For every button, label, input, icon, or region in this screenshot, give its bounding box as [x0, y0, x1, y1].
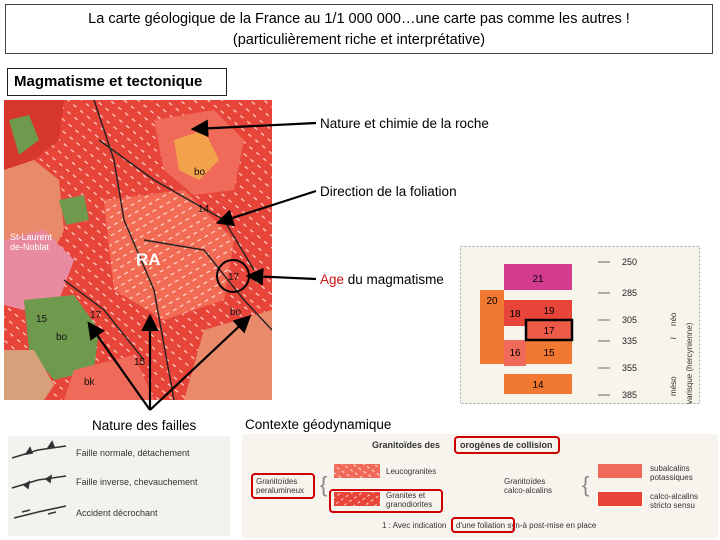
arrow-faille-3	[150, 318, 248, 410]
age-legend-svg	[460, 246, 700, 404]
callout-age-rest: du magmatisme	[344, 272, 444, 287]
fault-normal-label: Faille normale, détachement	[76, 448, 190, 458]
context-header-part2: orogènes de collision	[460, 440, 553, 450]
age-tick-label: 285	[622, 288, 638, 298]
arrow-age	[250, 276, 316, 279]
map-label: bo	[194, 167, 206, 178]
age-tick-label: 385	[622, 390, 638, 400]
map-label: 15	[36, 314, 48, 325]
title-line-2: (particulièrement riche et interprétative)	[232, 32, 486, 48]
fault-decrochant-label: Accident décrochant	[76, 508, 158, 518]
age-side-tilde: ~	[670, 333, 677, 345]
context-right-label: calco-alcalins	[650, 492, 699, 501]
age-legend	[460, 246, 700, 404]
geodynamic-legend-svg	[242, 434, 718, 538]
map-label: 14	[198, 204, 210, 215]
context-footnote-part2: d'une foliation syn-à post-mise en place	[456, 521, 597, 530]
age-box-label: 14	[532, 380, 544, 391]
context-brace-right: {	[582, 472, 590, 497]
arrow-nature-chimie	[195, 123, 316, 129]
age-side-label: méso	[669, 376, 678, 396]
context-swatch-calco	[598, 492, 642, 506]
context-item-label: Granites et	[386, 491, 426, 500]
fault-legend	[8, 436, 230, 536]
context-brace-left: {	[320, 472, 328, 497]
context-right-label: subalcalins	[650, 464, 690, 473]
map-label: 17	[90, 310, 102, 321]
map-label: 17	[228, 272, 240, 283]
map-label: bk	[84, 377, 95, 388]
context-swatch-subalcalins	[598, 464, 642, 478]
geodynamic-legend	[242, 434, 718, 538]
arrow-faille-1	[90, 325, 150, 410]
title-line-1: La carte géologique de la France au 1/1 000 000…une carte pas comme les autres !	[88, 11, 630, 27]
callout-age	[320, 272, 444, 287]
age-tick-label: 305	[622, 315, 638, 325]
map-label-ra: RA	[136, 250, 161, 269]
context-swatch-leucogranites	[334, 464, 380, 478]
context-swatch-granites	[334, 492, 380, 506]
age-box-label: 18	[509, 309, 521, 320]
context-right-label: potassiques	[650, 473, 693, 482]
callout-age-word: Age	[320, 272, 345, 287]
callout-nature-chimie: Nature et chimie de la roche	[320, 116, 489, 131]
age-tick-label: 335	[622, 336, 638, 346]
callout-direction-foliation: Direction de la foliation	[320, 184, 457, 199]
age-box-label: 21	[532, 274, 544, 285]
context-mid-group: Granitoïdes	[504, 477, 546, 486]
age-tick-label: 355	[622, 363, 638, 373]
fault-legend-svg	[8, 436, 230, 536]
callout-contexte: Contexte géodynamique	[245, 417, 392, 432]
context-right-label: stricto sensu	[650, 501, 695, 510]
age-side-label: varisque (hercynienne)	[685, 322, 694, 404]
context-left-group: Granitoïdes	[256, 477, 298, 486]
context-footnote-part1: 1 : Avec indication	[382, 521, 447, 530]
fault-inverse-label: Faille inverse, chevauchement	[76, 477, 198, 487]
age-box-label: 17	[543, 326, 555, 337]
context-header-part1: Granitoïdes des	[372, 440, 441, 450]
map-label: bo	[230, 307, 242, 318]
arrow-foliation	[220, 191, 316, 222]
context-mid-group: calco-alcalins	[504, 486, 553, 495]
age-tick-label: 250	[622, 257, 638, 267]
age-side-label: néo	[669, 312, 678, 326]
map-label-town: de-Noblat	[10, 242, 50, 252]
age-box-label: 19	[543, 306, 555, 317]
context-left-group: peralumineux	[256, 486, 305, 495]
age-box-label: 16	[509, 348, 521, 359]
age-box-label: 15	[543, 348, 555, 359]
callout-nature-failles: Nature des failles	[92, 418, 197, 433]
map-label-town: St-Laurent	[10, 232, 53, 242]
map-label: 15	[134, 357, 146, 368]
context-item-label: granodiorites	[386, 500, 433, 509]
map-label: bo	[56, 332, 68, 343]
section-label: Magmatisme et tectonique	[7, 68, 227, 96]
context-item-label: Leucogranites	[386, 467, 437, 476]
age-box-label: 20	[486, 296, 498, 307]
